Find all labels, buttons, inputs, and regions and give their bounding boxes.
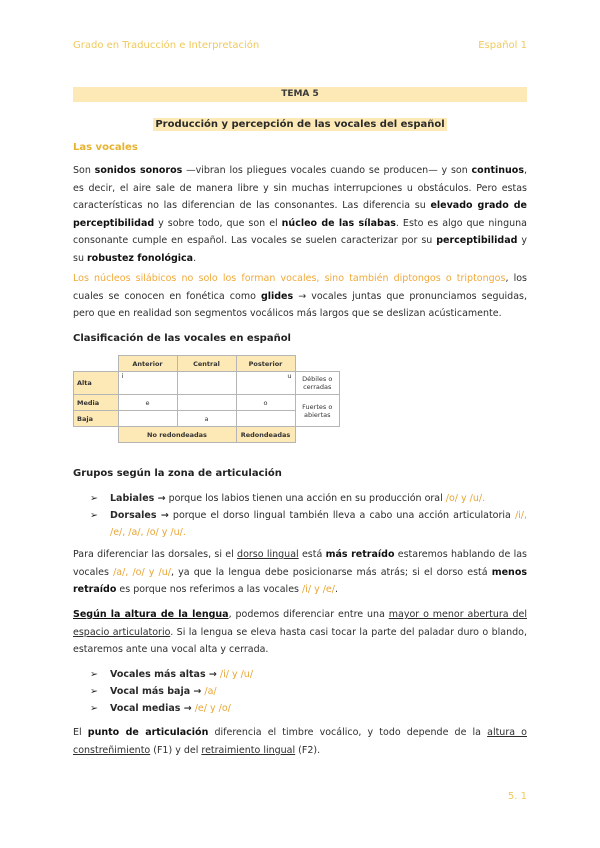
text: , los cuales se conocen en fonética como — [73, 273, 527, 302]
section-heading-vocales: Las vocales — [73, 142, 138, 153]
underlined-term: dorso lingual — [237, 549, 299, 560]
bold-term: Dorsales → — [110, 510, 169, 521]
page-title — [0, 118, 600, 132]
bold-term: Vocal más baja → — [110, 686, 202, 697]
underlined-term: mayor o menor abertura del espacio articulatorio — [73, 609, 527, 638]
vowel-classification-table — [73, 355, 340, 443]
bold-term: núcleo de las sílabas — [281, 217, 396, 229]
underlined-term: altura o constreñimiento — [73, 727, 527, 756]
bold-term: robustez fonológica — [87, 252, 194, 264]
table-cell: a — [177, 411, 236, 427]
header-subject: Español 1 — [478, 40, 527, 51]
col-header: Central — [177, 356, 236, 372]
bold-term: Vocales más altas → — [110, 669, 217, 680]
text: está — [298, 549, 326, 560]
list-item — [90, 507, 527, 541]
highlight-text: Los núcleos silábicos no solo los forman vocales, sino también diptongos o triptongos — [73, 273, 506, 284]
tema-banner: TEMA 5 — [73, 87, 527, 102]
text: Para diferenciar las dorsales, si el — [73, 549, 238, 560]
vowel-text: /i/ y /u/ — [216, 669, 254, 680]
text: . — [334, 584, 338, 595]
list-item — [90, 666, 527, 683]
table-cell: i — [118, 372, 177, 395]
text: porque los labios tienen una acción en su producción oral — [165, 493, 446, 504]
list-item — [90, 683, 527, 700]
list-item-text — [110, 666, 253, 683]
list-item — [90, 490, 527, 507]
bold-term: Labiales → — [110, 493, 166, 504]
vowel-text: /a/ — [201, 686, 217, 697]
bold-term: sonidos sonoros — [94, 165, 183, 176]
vowel-text: /o/ y /u/. — [445, 493, 486, 504]
underlined-term: retraimiento lingual — [201, 744, 296, 756]
vowel-text: /i/, /e/, /a/, /o/ y /u/. — [110, 510, 527, 538]
text: , es decir, el aire sale de manera libre y sin muchas interrupciones u obstáculos. Pero estas características no las diferencian de las consonantes. Las diferencia su — [73, 165, 528, 211]
table-cell: o — [236, 395, 295, 411]
bold-term: continuos — [471, 165, 524, 176]
row-header: Baja — [74, 411, 119, 427]
text: porque el dorso lingual también lleva a cabo una acción articulatoria — [168, 510, 515, 521]
table-cell — [177, 395, 236, 411]
bold-term: punto de articulación — [87, 727, 209, 738]
paragraph-vocales-intro — [73, 162, 527, 267]
paragraph-glides — [73, 270, 527, 323]
bold-term: Según la altura de la lengua — [73, 609, 229, 620]
text: . Esto es algo que ninguna consonante cumple en español. Las vocales se suelen caracterizar por su — [73, 217, 527, 246]
arrow-bullet-icon: ➢ — [90, 703, 98, 714]
list-item — [90, 700, 527, 717]
side-label: Fuertes o abiertas — [295, 395, 340, 427]
page-number: 5. 1 — [507, 791, 527, 802]
text: (F1) y del — [150, 744, 202, 756]
text: . Si la lengua se eleva hasta casi tocar la parte del paladar duro o blando, estaremos ante una vocal alta y cerrada. — [73, 626, 527, 655]
arrow-bullet-icon: ➢ — [90, 686, 98, 697]
text: es porque nos referimos a las vocales — [116, 584, 303, 595]
table-cell — [236, 411, 295, 427]
section-heading-clasificacion: Clasificación de las vocales en español — [73, 333, 291, 344]
col-header: Posterior — [236, 356, 295, 372]
side-label: Débiles o cerradas — [295, 372, 340, 395]
bold-term: perceptibilidad — [436, 235, 518, 246]
list-item-text — [110, 700, 231, 717]
vowel-text: /a/, /o/ y /u/ — [113, 566, 171, 578]
list-item-text — [110, 507, 527, 541]
paragraph-punto-articulacion — [73, 724, 527, 759]
text: (F2). — [295, 744, 321, 756]
bold-term: Vocal medias → — [110, 703, 192, 714]
list-item-text — [110, 490, 485, 507]
paragraph-dorsales — [73, 546, 527, 599]
bold-term: más retraído — [325, 549, 395, 560]
grupos-list — [90, 490, 527, 541]
list-item-text — [110, 683, 217, 700]
row-header: Media — [74, 395, 119, 411]
section-heading-grupos: Grupos según la zona de articulación — [73, 468, 282, 479]
text: y su — [73, 235, 527, 264]
bold-term: menos retraído — [73, 566, 528, 595]
row-header: Alta — [74, 372, 119, 395]
text: y sobre todo, que son el — [154, 217, 282, 229]
altura-list — [90, 666, 527, 717]
footer-cell: No redondeadas — [118, 427, 236, 443]
table-cell: u — [236, 372, 295, 395]
table-cell — [177, 372, 236, 395]
arrow-bullet-icon: ➢ — [90, 669, 98, 680]
arrow-bullet-icon: ➢ — [90, 493, 98, 504]
text: —vibran los pliegues vocales cuando se producen— y son — [182, 165, 472, 176]
paragraph-altura — [73, 606, 527, 659]
text: . — [193, 252, 197, 264]
table-cell — [118, 411, 177, 427]
page-title-text: Producción y percepción de las vocales del español — [155, 119, 445, 130]
table-cell: e — [118, 395, 177, 411]
text: diferencia el timbre vocálico, y todo depende de la — [208, 727, 488, 738]
text: , podemos diferenciar entre una — [228, 609, 389, 620]
arrow-bullet-icon: ➢ — [90, 510, 98, 521]
text: estaremos hablando de las vocales — [73, 549, 527, 578]
text: → vocales juntas que pronunciamos seguidas, pero que en realidad son segmentos vocálicos más largos que se deslizan acústicamente. — [73, 290, 527, 319]
vowel-text: /i/ y /e/ — [302, 584, 335, 595]
bold-term: elevado grado de perceptibilidad — [73, 200, 527, 229]
text: Son — [73, 165, 95, 176]
text: El — [73, 727, 88, 738]
footer-cell: Redondeadas — [236, 427, 295, 443]
vowel-text: /e/ y /o/ — [191, 703, 231, 714]
bold-term: glides — [260, 290, 294, 302]
header-course: Grado en Traducción e Interpretación — [73, 40, 260, 51]
col-header: Anterior — [118, 356, 177, 372]
text: , ya que la lengua debe posicionarse más atrás; si el dorso está — [170, 566, 492, 578]
